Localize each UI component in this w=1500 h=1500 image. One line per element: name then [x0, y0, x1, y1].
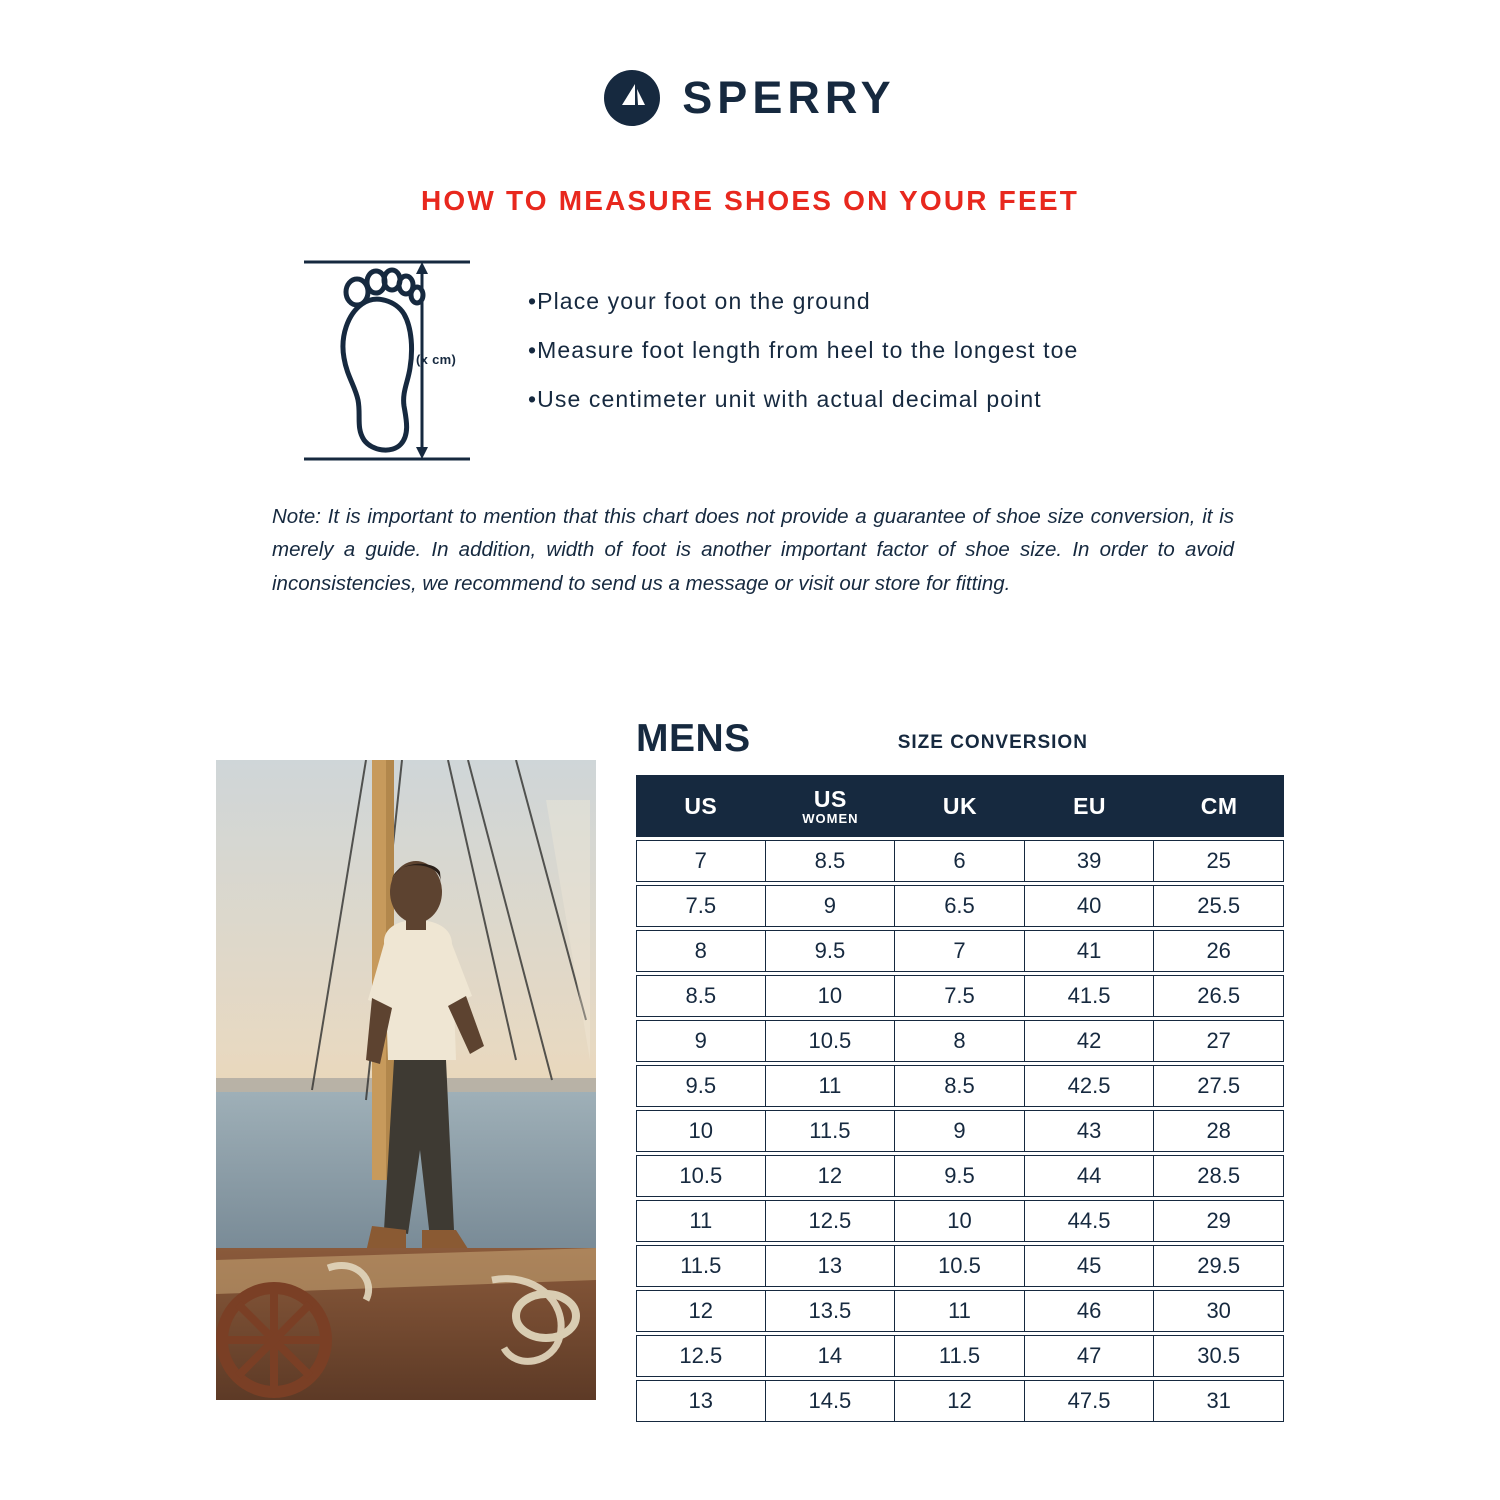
cell-cm: 29.5 — [1154, 1245, 1284, 1287]
table-row — [636, 885, 1284, 927]
cell-cm: 29 — [1154, 1200, 1284, 1242]
cell-eu: 47 — [1025, 1335, 1155, 1377]
table-heading-row — [636, 700, 1284, 758]
column-header-label: UK — [942, 792, 978, 819]
cell-us: 11 — [636, 1200, 766, 1242]
cell-us-women: 8.5 — [766, 840, 896, 882]
section-label: MENS — [636, 717, 751, 760]
cell-us-women: 14.5 — [766, 1380, 896, 1422]
cell-us-women: 10 — [766, 975, 896, 1017]
cell-us: 7.5 — [636, 885, 766, 927]
cell-us: 7 — [636, 840, 766, 882]
conversion-label: SIZE CONVERSION — [897, 732, 1088, 753]
size-conversion-table — [636, 772, 1284, 1425]
cell-uk: 6.5 — [895, 885, 1025, 927]
cell-eu: 44.5 — [1025, 1200, 1155, 1242]
cell-us: 8.5 — [636, 975, 766, 1017]
cell-us: 8 — [636, 930, 766, 972]
cell-cm: 28 — [1154, 1110, 1284, 1152]
brand-header — [0, 70, 1500, 126]
column-header-label: US — [684, 792, 718, 819]
page-title: HOW TO MEASURE SHOES ON YOUR FEET — [420, 185, 1080, 216]
cell-uk: 10.5 — [895, 1245, 1025, 1287]
disclaimer-note: Note: It is important to mention that this chart does not provide a guarantee of shoe size conversion, it is merely a guide. In addition, width of foot is another important factor of shoe size. In order to avoid inconsistencies, we recommend to send us a message or visit our store for fitting. — [272, 505, 1234, 595]
size-conversion-section — [636, 700, 1284, 1425]
cell-us: 10.5 — [636, 1155, 766, 1197]
measure-bullet-list — [528, 258, 1078, 437]
cell-us-women: 11.5 — [766, 1110, 896, 1152]
list-item: •Place your foot on the ground — [528, 288, 871, 314]
cell-eu: 41.5 — [1025, 975, 1155, 1017]
cell-us: 13 — [636, 1380, 766, 1422]
cell-us: 12.5 — [636, 1335, 766, 1377]
cell-us: 9 — [636, 1020, 766, 1062]
table-row — [636, 1020, 1284, 1062]
column-header-label: US — [813, 786, 847, 812]
measure-instructions — [300, 258, 1240, 468]
cell-us: 9.5 — [636, 1065, 766, 1107]
cell-us: 11.5 — [636, 1245, 766, 1287]
column-header-cm — [1154, 775, 1284, 837]
cell-cm: 30 — [1154, 1290, 1284, 1332]
column-header-eu — [1025, 775, 1155, 837]
cell-us-women: 9 — [766, 885, 896, 927]
table-row — [636, 1155, 1284, 1197]
column-header-us — [636, 775, 766, 837]
column-header-label: CM — [1200, 792, 1238, 819]
cell-cm: 31 — [1154, 1380, 1284, 1422]
cell-eu: 45 — [1025, 1245, 1155, 1287]
table-body — [636, 840, 1284, 1422]
column-header-uk — [895, 775, 1025, 837]
cell-eu: 39 — [1025, 840, 1155, 882]
cell-uk: 11 — [895, 1290, 1025, 1332]
cell-uk: 8.5 — [895, 1065, 1025, 1107]
cell-us-women: 12.5 — [766, 1200, 896, 1242]
cell-us-women: 13.5 — [766, 1290, 896, 1332]
table-header-row — [636, 775, 1284, 837]
table-row — [636, 1290, 1284, 1332]
cell-us-women: 9.5 — [766, 930, 896, 972]
sailboat-icon — [604, 70, 660, 126]
column-header-label: EU — [1073, 792, 1107, 819]
cell-eu: 44 — [1025, 1155, 1155, 1197]
cell-uk: 9.5 — [895, 1155, 1025, 1197]
table-row — [636, 1065, 1284, 1107]
dimension-label: (x cm) — [416, 352, 457, 367]
table-row — [636, 1245, 1284, 1287]
cell-eu: 40 — [1025, 885, 1155, 927]
cell-cm: 27 — [1154, 1020, 1284, 1062]
cell-us-women: 13 — [766, 1245, 896, 1287]
cell-cm: 25 — [1154, 840, 1284, 882]
table-row — [636, 930, 1284, 972]
cell-uk: 8 — [895, 1020, 1025, 1062]
lifestyle-photo — [216, 760, 596, 1400]
list-item: •Measure foot length from heel to the longest toe — [528, 337, 1079, 363]
foot-measure-icon — [300, 258, 490, 463]
cell-uk: 6 — [895, 840, 1025, 882]
table-row — [636, 1335, 1284, 1377]
cell-cm: 28.5 — [1154, 1155, 1284, 1197]
cell-cm: 26.5 — [1154, 975, 1284, 1017]
cell-eu: 46 — [1025, 1290, 1155, 1332]
table-header — [636, 775, 1284, 837]
list-item: •Use centimeter unit with actual decimal point — [528, 386, 1042, 412]
cell-uk: 7.5 — [895, 975, 1025, 1017]
cell-uk: 9 — [895, 1110, 1025, 1152]
cell-us-women: 12 — [766, 1155, 896, 1197]
table-row — [636, 840, 1284, 882]
table-row — [636, 1110, 1284, 1152]
cell-eu: 43 — [1025, 1110, 1155, 1152]
cell-us: 10 — [636, 1110, 766, 1152]
cell-us-women: 10.5 — [766, 1020, 896, 1062]
cell-cm: 27.5 — [1154, 1065, 1284, 1107]
cell-eu: 42 — [1025, 1020, 1155, 1062]
cell-cm: 26 — [1154, 930, 1284, 972]
cell-us: 12 — [636, 1290, 766, 1332]
cell-uk: 10 — [895, 1200, 1025, 1242]
cell-uk: 12 — [895, 1380, 1025, 1422]
cell-uk: 7 — [895, 930, 1025, 972]
cell-uk: 11.5 — [895, 1335, 1025, 1377]
table-row — [636, 1380, 1284, 1422]
brand-name: SPERRY — [682, 72, 896, 123]
column-header-sub: WOMEN — [802, 811, 859, 826]
cell-cm: 25.5 — [1154, 885, 1284, 927]
cell-us-women: 14 — [766, 1335, 896, 1377]
table-row — [636, 1200, 1284, 1242]
cell-us-women: 11 — [766, 1065, 896, 1107]
cell-eu: 41 — [1025, 930, 1155, 972]
column-header-us-women — [766, 775, 896, 837]
table-row — [636, 975, 1284, 1017]
cell-cm: 30.5 — [1154, 1335, 1284, 1377]
cell-eu: 47.5 — [1025, 1380, 1155, 1422]
cell-eu: 42.5 — [1025, 1065, 1155, 1107]
